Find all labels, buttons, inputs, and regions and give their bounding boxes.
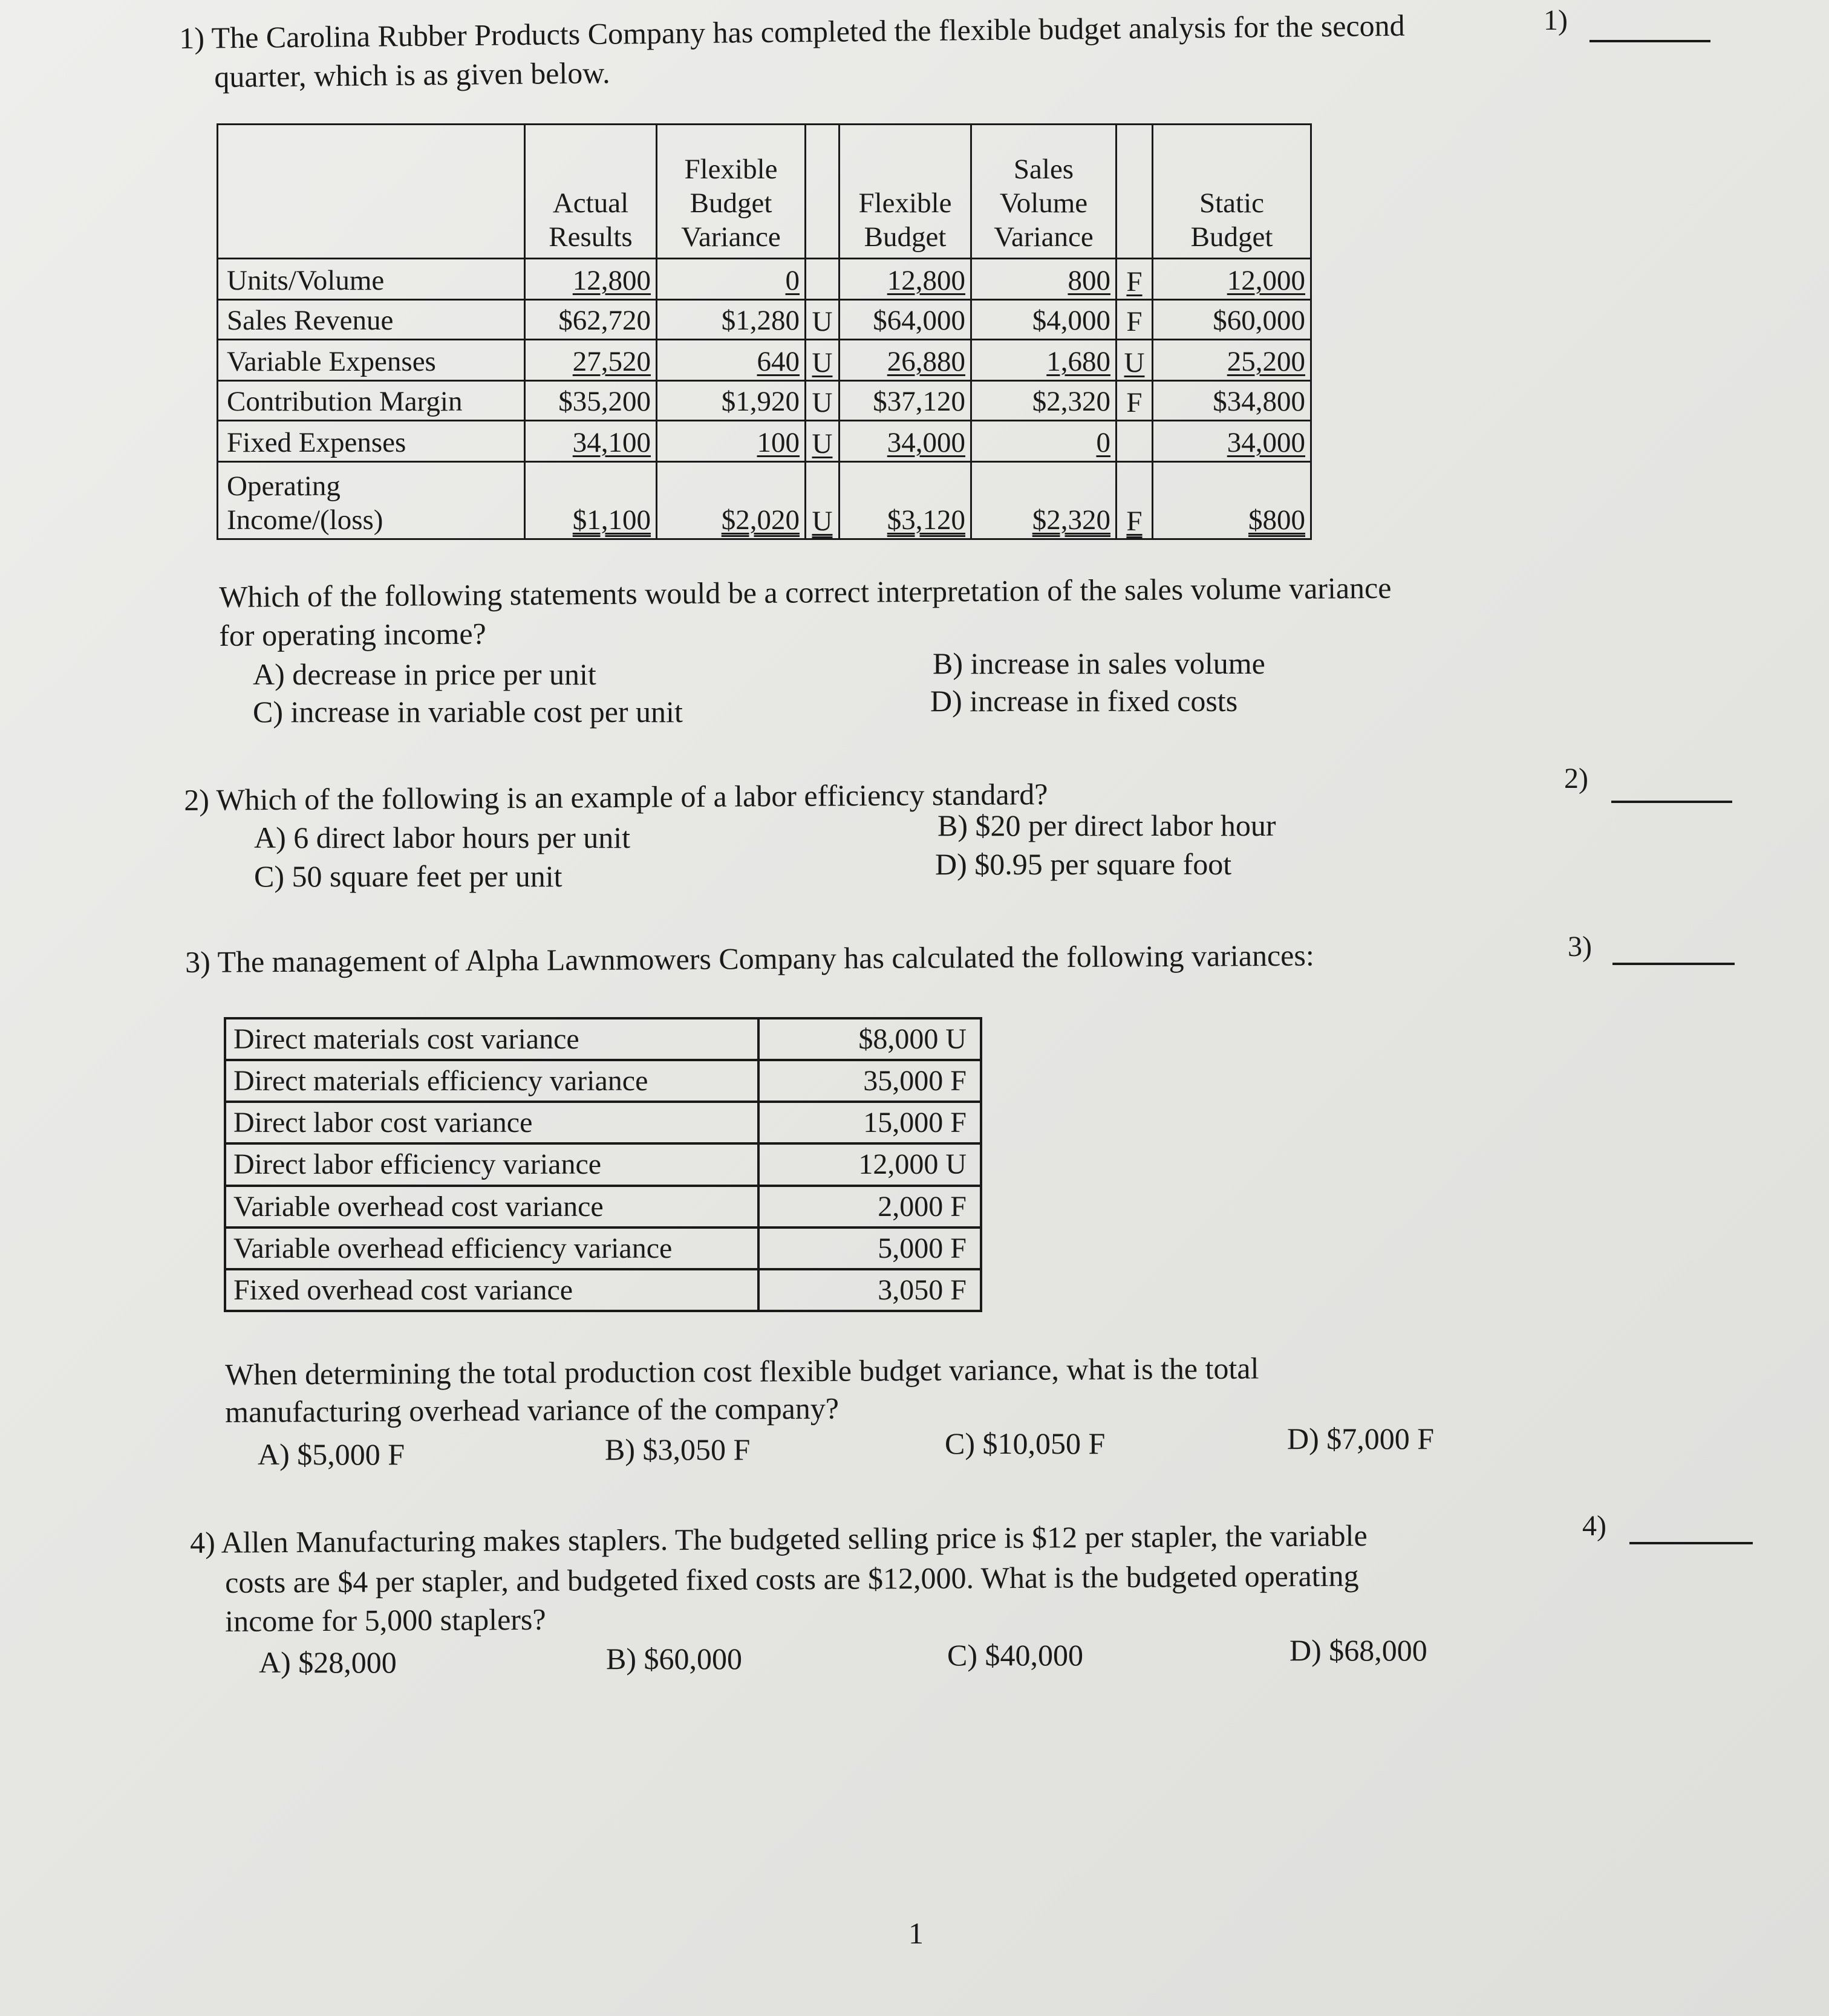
question-4-option-a[interactable]: A) $28,000: [259, 1645, 397, 1679]
cell-volume-variance: $2,320: [971, 381, 1117, 421]
question-1-option-d[interactable]: D) increase in fixed costs: [930, 684, 1238, 718]
question-3-option-c[interactable]: C) $10,050 F: [945, 1426, 1106, 1460]
cell-actual: 12,800: [572, 265, 651, 296]
page-number: 1: [908, 1916, 924, 1950]
question-2-option-d[interactable]: D) $0.95 per square foot: [935, 847, 1232, 881]
row-label: Units/Volume: [218, 259, 525, 300]
table-row: [225, 1269, 981, 1311]
flexible-budget-table: [217, 123, 1312, 540]
cell-flexible-variance: $1,280: [657, 300, 806, 340]
cell-static-budget: $60,000: [1153, 300, 1311, 340]
question-2-option-b[interactable]: B) $20 per direct labor hour: [937, 808, 1276, 842]
variance-table: [224, 1017, 982, 1312]
answer-label-3: 3): [1568, 931, 1592, 963]
cell-flexible-budget: 26,880: [887, 346, 965, 377]
variance-name: Fixed overhead cost variance: [225, 1269, 758, 1311]
row-label: Sales Revenue: [218, 300, 525, 340]
answer-blank-2[interactable]: [1611, 801, 1732, 803]
header-static-budget: Static Budget: [1153, 125, 1311, 259]
cell-actual: 27,520: [572, 346, 651, 377]
cell-actual: 34,100: [572, 427, 651, 458]
answer-blank-1[interactable]: [1589, 40, 1710, 42]
cell-fu: U: [812, 347, 833, 379]
question-4-option-d[interactable]: D) $68,000: [1289, 1633, 1427, 1667]
cell-fu: U: [1124, 347, 1145, 379]
header-fu-1: [806, 125, 840, 259]
variance-name: Direct materials efficiency variance: [225, 1060, 758, 1102]
answer-label-2: 2): [1564, 763, 1588, 795]
variance-name: Variable overhead cost variance: [225, 1186, 758, 1227]
cell-static-budget: 12,000: [1227, 265, 1305, 296]
cell-static-budget: $34,800: [1153, 381, 1311, 421]
question-1-option-c[interactable]: C) increase in variable cost per unit: [253, 695, 683, 729]
variance-value: 35,000 F: [758, 1060, 981, 1102]
cell-fu: F: [1117, 381, 1153, 421]
table-row: [218, 259, 1311, 300]
header-fu-2: [1117, 125, 1153, 259]
question-4-option-c[interactable]: C) $40,000: [947, 1638, 1083, 1672]
variance-value: 5,000 F: [758, 1227, 981, 1269]
row-label: Operating Income/(loss): [218, 462, 525, 539]
cell-flexible-variance: $1,920: [657, 381, 806, 421]
table-row: [218, 340, 1311, 381]
cell-volume-variance: 800: [1068, 265, 1110, 296]
variance-value: $8,000 U: [758, 1018, 981, 1060]
cell-flexible-budget: 34,000: [887, 427, 965, 458]
cell-static-budget: 34,000: [1227, 427, 1305, 458]
answer-blank-4[interactable]: [1629, 1542, 1753, 1544]
header-sales-volume-variance: Sales Volume Variance: [971, 125, 1117, 259]
cell-fu: F: [1126, 266, 1143, 298]
answer-blank-3[interactable]: [1612, 963, 1735, 965]
question-3-option-d[interactable]: D) $7,000 F: [1287, 1422, 1435, 1455]
question-1-option-b[interactable]: B) increase in sales volume: [933, 646, 1265, 680]
question-4-line-3: income for 5,000 staplers?: [225, 1602, 546, 1638]
cell-flexible-budget: $3,120: [887, 504, 965, 536]
variance-value: 12,000 U: [758, 1143, 981, 1185]
cell-volume-variance: $2,320: [1032, 504, 1110, 536]
question-3-option-b[interactable]: B) $3,050 F: [605, 1432, 751, 1466]
cell-actual: $1,100: [572, 504, 651, 536]
cell-fu: F: [1117, 300, 1153, 340]
row-label: Variable Expenses: [218, 340, 525, 381]
cell-volume-variance: 1,680: [1046, 346, 1110, 377]
question-4-option-b[interactable]: B) $60,000: [606, 1642, 742, 1676]
cell-flexible-variance: 0: [785, 265, 800, 296]
cell-volume-variance: 0: [1096, 427, 1110, 458]
table-row: [218, 462, 1311, 539]
header-actual-results: Actual Results: [525, 125, 657, 259]
row-label: Fixed Expenses: [218, 421, 525, 462]
variance-value: 15,000 F: [758, 1102, 981, 1143]
answer-label-4: 4): [1582, 1510, 1606, 1542]
row-label: Contribution Margin: [218, 381, 525, 421]
cell-static-budget: $800: [1248, 504, 1305, 536]
question-1-number: 1): [179, 21, 205, 55]
question-2-option-a[interactable]: A) 6 direct labor hours per unit: [254, 821, 631, 854]
table-row: [225, 1143, 981, 1185]
cell-fu: U: [812, 506, 833, 537]
question-3-number: 3): [185, 945, 211, 979]
question-1-option-a[interactable]: A) decrease in price per unit: [253, 657, 596, 691]
cell-fu: U: [806, 300, 840, 340]
cell-fu: [1117, 421, 1153, 462]
cell-flexible-variance: $2,020: [721, 504, 800, 536]
table-row: [218, 421, 1311, 462]
question-4-line-2: costs are $4 per stapler, and budgeted fixed costs are $12,000. What is the budgeted operating: [225, 1558, 1359, 1599]
cell-fu: [806, 259, 840, 300]
question-2-text: Which of the following is an example of a labor efficiency standard?: [216, 777, 1048, 817]
cell-flexible-variance: 100: [757, 427, 800, 458]
table-row: [225, 1102, 981, 1143]
question-4-line-1: Allen Manufacturing makes staplers. The budgeted selling price is $12 per stapler, the variable: [221, 1518, 1368, 1559]
cell-actual: $62,720: [525, 300, 657, 340]
header-flexible-budget-variance: Flexible Budget Variance: [657, 125, 806, 259]
question-3-prompt-line-1: When determining the total production cost flexible budget variance, what is the total: [225, 1351, 1259, 1391]
question-4-number: 4): [190, 1525, 216, 1559]
table-row: [225, 1227, 981, 1269]
table-row: [225, 1018, 981, 1060]
question-3-option-a[interactable]: A) $5,000 F: [258, 1437, 405, 1471]
table-row: [218, 300, 1311, 340]
cell-fu: U: [812, 428, 833, 460]
cell-static-budget: 25,200: [1227, 346, 1305, 377]
cell-volume-variance: $4,000: [971, 300, 1117, 340]
question-3-text: The management of Alpha Lawnmowers Company has calculated the following variances:: [217, 938, 1314, 979]
question-3-prompt-line-2: manufacturing overhead variance of the company?: [225, 1391, 840, 1429]
variance-value: 2,000 F: [758, 1186, 981, 1227]
question-2-option-c[interactable]: C) 50 square feet per unit: [254, 859, 562, 893]
cell-flexible-budget: $37,120: [840, 381, 971, 421]
table-row: [218, 381, 1311, 421]
question-2-number: 2): [184, 782, 210, 817]
cell-fu: U: [806, 381, 840, 421]
cell-flexible-variance: 640: [757, 346, 800, 377]
cell-fu: F: [1126, 506, 1143, 537]
table-row: [225, 1060, 981, 1102]
answer-label-1: 1): [1544, 4, 1568, 36]
cell-flexible-budget: 12,800: [887, 265, 965, 296]
question-1-prompt-line-1: Which of the following statements would be a correct interpretation of the sales volume variance: [219, 570, 1392, 614]
question-1-line-1: The Carolina Rubber Products Company has completed the flexible budget analysis for the second: [211, 8, 1405, 55]
variance-name: Direct labor cost variance: [225, 1102, 758, 1143]
question-1-line-2: quarter, which is as given below.: [214, 56, 610, 94]
variance-name: Direct materials cost variance: [225, 1018, 758, 1060]
question-1-prompt-line-2: for operating income?: [219, 616, 486, 652]
table-row: [225, 1186, 981, 1227]
header-flexible-budget: Flexible Budget: [840, 125, 971, 259]
cell-flexible-budget: $64,000: [840, 300, 971, 340]
header-blank: [218, 125, 525, 259]
variance-name: Direct labor efficiency variance: [225, 1143, 758, 1185]
variance-name: Variable overhead efficiency variance: [225, 1227, 758, 1269]
variance-value: 3,050 F: [758, 1269, 981, 1311]
cell-actual: $35,200: [525, 381, 657, 421]
header-row: [218, 125, 1311, 259]
